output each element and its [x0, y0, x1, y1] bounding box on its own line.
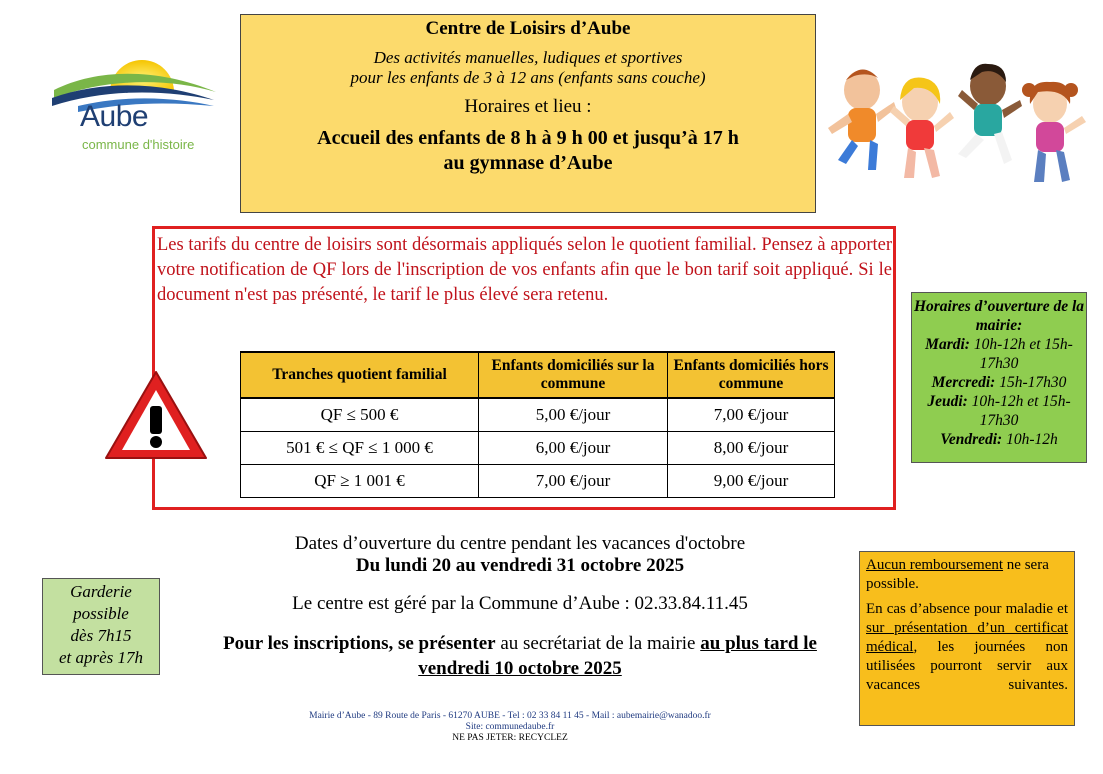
garderie-box: [42, 578, 160, 675]
table-cell: 8,00 €/jour: [668, 432, 835, 465]
subtitle-line-2: pour les enfants de 3 à 12 ans (enfants sans couche): [350, 68, 706, 87]
warning-icon: [102, 368, 210, 464]
table-cell: 9,00 €/jour: [668, 465, 835, 498]
jumping-kids-illustration: [824, 60, 1092, 200]
footer: [200, 711, 820, 744]
garderie-line: et après 17h: [58, 648, 144, 667]
table-cell: 5,00 €/jour: [479, 398, 668, 432]
kid-4-icon: [1022, 82, 1086, 182]
hours-entry: Mercredi: 15h-17h30: [931, 374, 1067, 391]
dates-section: [200, 533, 840, 681]
welcome-line-1: Accueil des enfants de 8 h à 9 h 00 et jusqu’à 17 h: [317, 127, 739, 149]
managed-by: Le centre est géré par la Commune d’Aube : 02.33.84.11.45: [292, 593, 748, 614]
welcome-info: [241, 126, 815, 176]
footer-address: Mairie d’Aube - 89 Route de Paris - 61270 AUBE - Tel : 02 33 84 11 45 - Mail : aubemairie@wanadoo.fr: [309, 711, 711, 721]
refund-paragraph-2: En cas d’absence pour maladie et sur présentation d’un certificat médical, les journées non utilisées pourront servir aux vacances suivantes.: [866, 601, 1068, 693]
garderie-line: dès 7h15: [70, 626, 132, 645]
table-row: [241, 398, 835, 432]
kid-2-icon: [890, 77, 954, 178]
table-row: [241, 432, 835, 465]
aube-logo: [48, 48, 228, 158]
welcome-line-2: au gymnase d’Aube: [443, 152, 613, 174]
table-cell: 501 € ≤ QF ≤ 1 000 €: [241, 432, 479, 465]
header-external: Enfants domiciliés hors commune: [668, 352, 835, 398]
registration-info: Pour les inscriptions, se présenter au secrétariat de la mairie au plus tard le vendredi 10 octobre 2025: [223, 633, 817, 679]
info-header-box: [240, 14, 816, 213]
hours-heading: Horaires et lieu :: [464, 96, 592, 117]
town-hall-hours-box: [911, 292, 1087, 463]
tarif-table: [240, 351, 835, 498]
dates-range: Du lundi 20 au vendredi 31 octobre 2025: [355, 555, 685, 576]
refund-policy-box: [859, 551, 1075, 726]
logo-name: Aube: [80, 100, 149, 133]
table-row: [241, 465, 835, 498]
garderie-line: Garderie: [70, 582, 132, 601]
table-cell: 7,00 €/jour: [668, 398, 835, 432]
town-hall-hours-title: Horaires d’ouverture de la mairie:: [913, 298, 1085, 334]
header-local: Enfants domiciliés sur la commune: [479, 352, 668, 398]
logo-tagline: commune d'histoire: [82, 137, 195, 152]
hours-entry: Jeudi: 10h-12h et 15h-17h30: [927, 393, 1071, 429]
tarif-notice-text: Les tarifs du centre de loisirs sont désormais appliqués selon le quotient familial. Pensez à apporter votre notification de QF lors de l'inscription de vos enfants afin que le bon tarif soit appliqué. Si le document n'est pas présenté, le tarif le plus élevé sera retenu.: [157, 235, 892, 305]
kid-3-icon: [958, 64, 1022, 164]
refund-paragraph-1: Aucun remboursement ne sera possible.: [866, 557, 1049, 592]
dates-intro: Dates d’ouverture du centre pendant les vacances d'octobre: [294, 533, 746, 554]
footer-recycle: NE PAS JETER: RECYCLEZ: [452, 733, 568, 743]
garderie-line: possible: [73, 604, 129, 623]
kid-1-icon: [828, 69, 896, 170]
hours-entry: Vendredi: 10h-12h: [940, 431, 1058, 448]
table-cell: QF ≤ 500 €: [241, 398, 479, 432]
centre-title: Centre de Loisirs d’Aube: [425, 18, 631, 39]
table-cell: QF ≥ 1 001 €: [241, 465, 479, 498]
header-qf: Tranches quotient familial: [241, 352, 479, 398]
footer-site: Site: communedaube.fr: [465, 722, 555, 732]
table-cell: 7,00 €/jour: [479, 465, 668, 498]
activities-description: [241, 48, 815, 88]
table-cell: 6,00 €/jour: [479, 432, 668, 465]
table-header-row: [241, 352, 835, 398]
subtitle-line-1: Des activités manuelles, ludiques et sportives: [373, 48, 683, 67]
hours-entry: Mardi: 10h-12h et 15h-17h30: [925, 336, 1073, 372]
